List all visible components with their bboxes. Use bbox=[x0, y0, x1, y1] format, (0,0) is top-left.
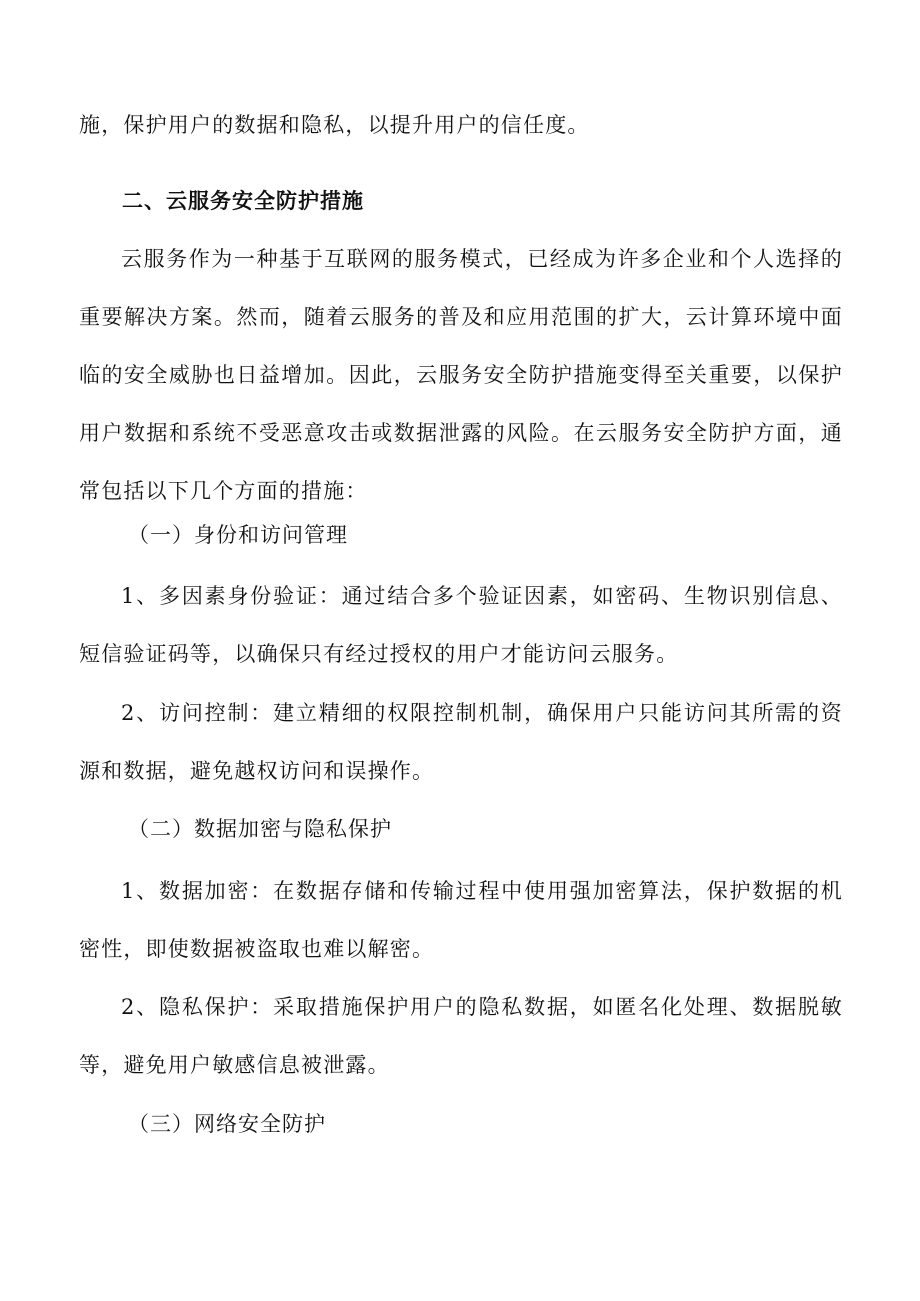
identity-item-mfa: 1、多因素身份验证：通过结合多个验证因素，如密码、生物识别信息、短信验证码等，以确保只有经过授权的用户才能访问云服务。 bbox=[79, 584, 843, 666]
subsection-title-identity: （一）身份和访问管理 bbox=[128, 523, 348, 547]
intro-tail-paragraph: 施，保护用户的数据和隐私，以提升用户的信任度。 bbox=[79, 113, 590, 137]
encryption-item-privacy: 2、隐私保护：采取措施保护用户的隐私数据，如匿名化处理、数据脱敏等，避免用户敏感信息被泄露。 bbox=[79, 995, 843, 1077]
section-intro-paragraph: 云服务作为一种基于互联网的服务模式，已经成为许多企业和个人选择的重要解决方案。然而，随着云服务的普及和应用范围的扩大，云计算环境中面临的安全威胁也日益增加。因此，云服务安全防护措施变得至关重要，以保护用户数据和系统不受恶意攻击或数据泄露的风险。在云服务安全防护方面，通常包括以下几个方面的措施： bbox=[79, 247, 843, 503]
encryption-item-data-encryption: 1、数据加密：在数据存储和传输过程中使用强加密算法，保护数据的机密性，即使数据被盗取也难以解密。 bbox=[79, 879, 843, 961]
identity-item-access-control: 2、访问控制：建立精细的权限控制机制，确保用户只能访问其所需的资源和数据，避免越权访问和误操作。 bbox=[79, 701, 843, 783]
subsection-title-network: （三）网络安全防护 bbox=[128, 1112, 326, 1136]
subsection-title-encryption: （二）数据加密与隐私保护 bbox=[128, 817, 392, 841]
section-title: 二、云服务安全防护措施 bbox=[122, 188, 364, 213]
